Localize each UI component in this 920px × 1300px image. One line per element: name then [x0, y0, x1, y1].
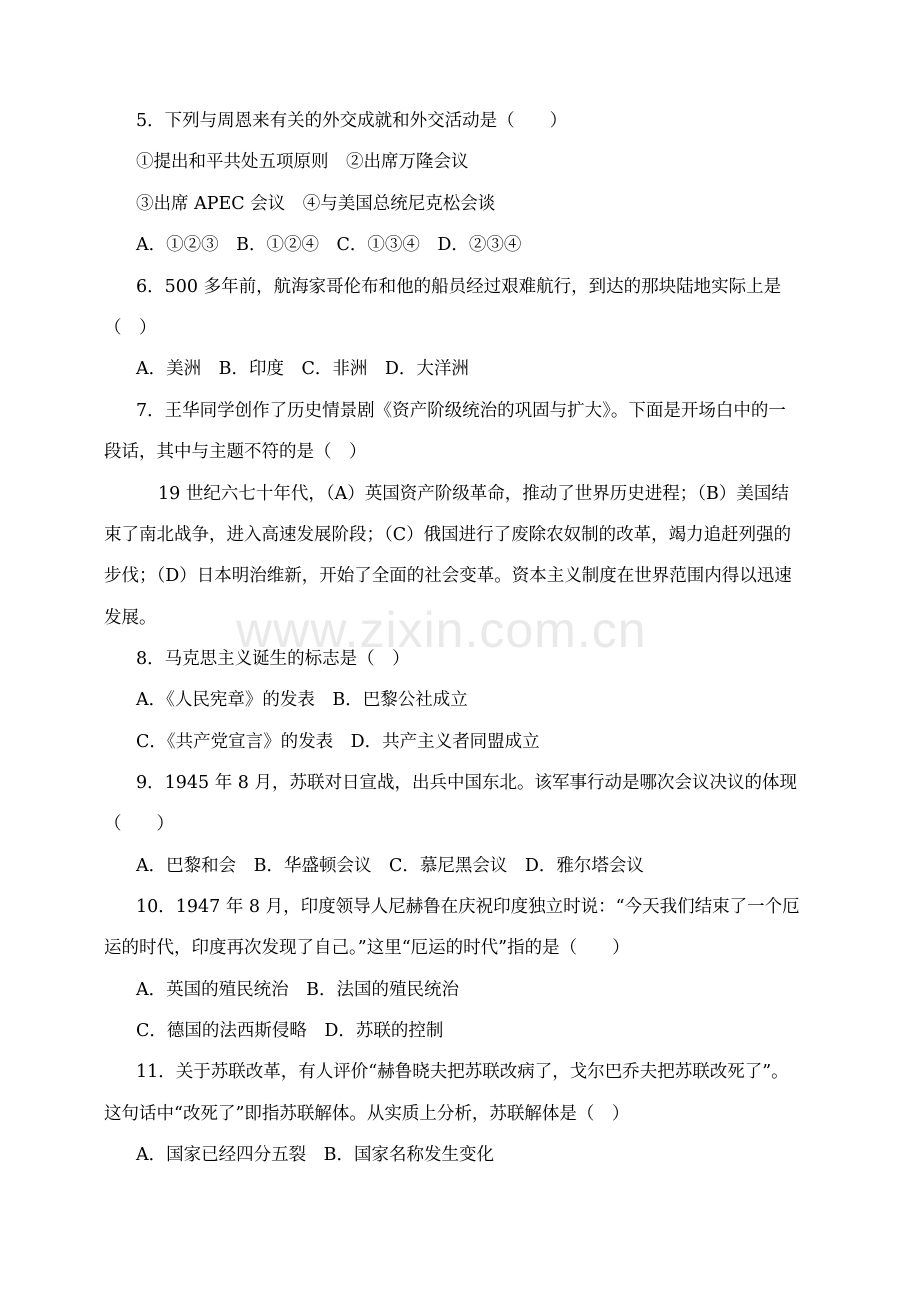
question-7-passage-2: 束了南北战争，进入高速发展阶段；（C）俄国进行了废除农奴制的改革，竭力追赶列强的 [104, 525, 792, 545]
question-9-options: A．巴黎和会 B．华盛顿会议 C．慕尼黑会议 D．雅尔塔会议 [136, 856, 644, 876]
question-11-stem-cont: 这句话中“改死了”即指苏联解体。从实质上分析，苏联解体是（ ） [104, 1104, 630, 1124]
question-11-stem: 11．关于苏联改革，有人评价“赫鲁晓夫把苏联改病了，戈尔巴乔夫把苏联改死了”。 [136, 1062, 789, 1082]
question-7-passage-1: 19 世纪六七十年代，（A）英国资产阶级革命，推动了世界历史进程；（B）美国结 [158, 484, 789, 504]
question-5-options: A．①②③ B．①②④ C．①③④ D．②③④ [136, 235, 522, 255]
question-11-options-1: A．国家已经四分五裂 B．国家名称发生变化 [136, 1145, 494, 1165]
question-8-options-2: C．《共产党宣言》的发表 D．共产主义者同盟成立 [136, 732, 540, 752]
question-6-blank: （ ） [104, 318, 157, 338]
question-5-items-1: ①提出和平共处五项原则 ②出席万隆会议 [136, 152, 469, 172]
question-9-blank: （ ） [104, 814, 174, 834]
watermark: www.zixin.com.cn [236, 602, 647, 658]
question-5-stem: 5．下列与周恩来有关的外交成就和外交活动是（ ） [136, 111, 568, 131]
question-7-stem-cont: 段话，其中与主题不符的是（ ） [104, 442, 367, 462]
question-10-stem-cont: 运的时代，印度再次发现了自己。”这里“厄运的时代”指的是（ ） [104, 938, 630, 958]
question-6-options: A．美洲 B．印度 C．非洲 D．大洋洲 [136, 359, 469, 379]
question-6-stem: 6．500 多年前，航海家哥伦布和他的船员经过艰难航行，到达的那块陆地实际上是 [136, 277, 782, 297]
question-10-stem: 10．1947 年 8 月，印度领导人尼赫鲁在庆祝印度独立时说：“今天我们结束了一个厄 [136, 897, 800, 917]
question-7-stem: 7．王华同学创作了历史情景剧《资产阶级统治的巩固与扩大》。下面是开场白中的一 [136, 401, 786, 421]
question-10-options-1: A．英国的殖民统治 B．法国的殖民统治 [136, 980, 459, 1000]
question-8-stem: 8．马克思主义诞生的标志是（ ） [136, 649, 410, 669]
question-10-options-2: C．德国的法西斯侵略 D．苏联的控制 [136, 1021, 444, 1041]
question-9-stem: 9．1945 年 8 月，苏联对日宣战，出兵中国东北。该军事行动是哪次会议决议的体现 [136, 773, 797, 793]
question-7-passage-4: 发展。 [104, 608, 157, 628]
question-5-items-2: ③出席 APEC 会议 ④与美国总统尼克松会谈 [136, 194, 496, 214]
question-8-options-1: A．《人民宪章》的发表 B．巴黎公社成立 [136, 690, 468, 710]
question-7-passage-3: 步伐；（D）日本明治维新，开始了全面的社会变革。资本主义制度在世界范围内得以迅速 [104, 566, 792, 586]
